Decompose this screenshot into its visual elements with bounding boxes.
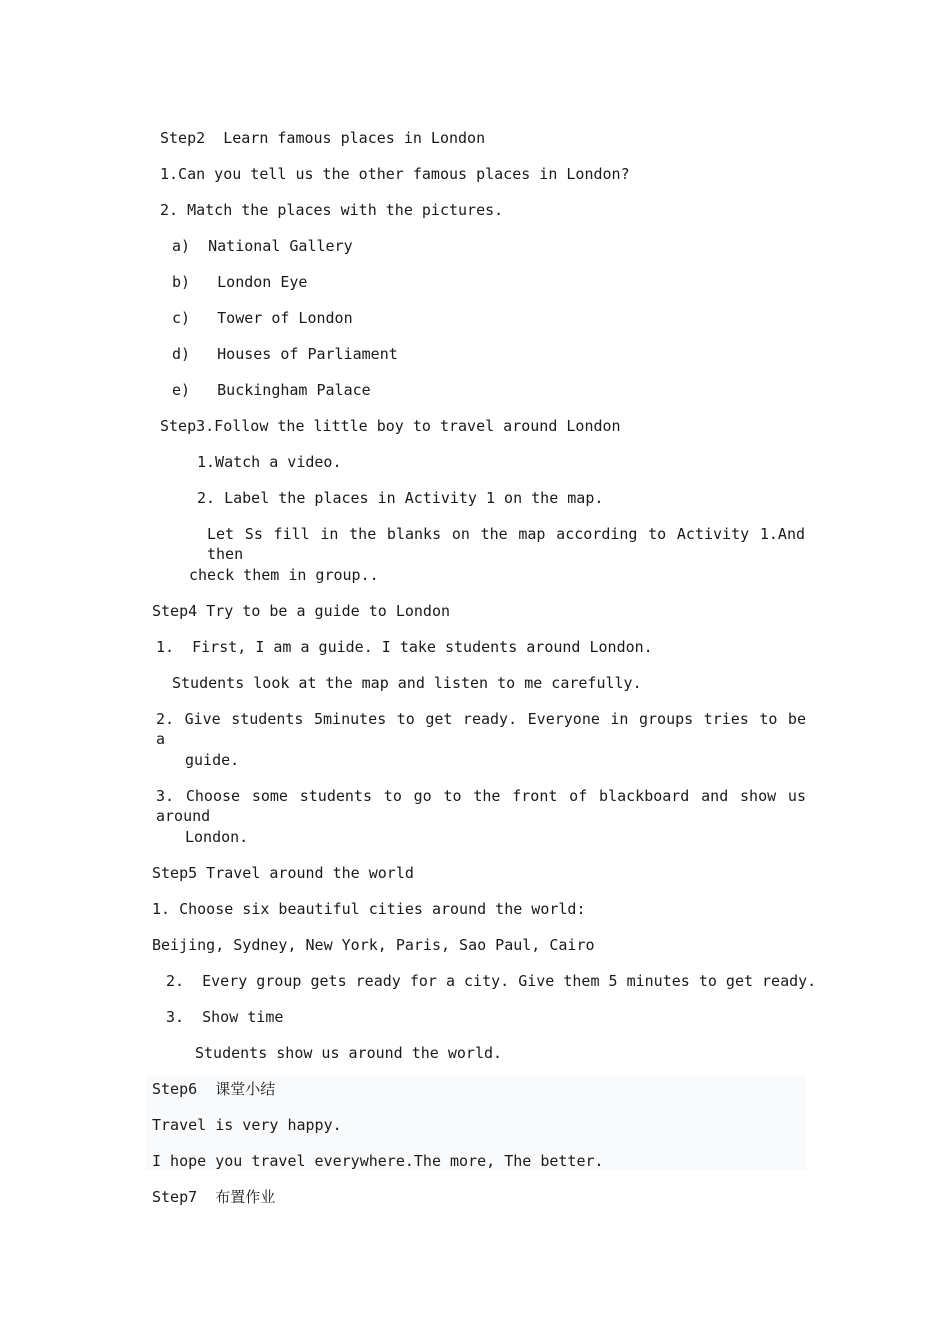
step3-item-1: 1.Watch a video. (197, 453, 342, 471)
step3-note-line2: check them in group.. (189, 566, 379, 584)
place-option-d: d) Houses of Parliament (172, 345, 398, 363)
summary-line-1: Travel is very happy. (152, 1116, 342, 1134)
step4-heading: Step4 Try to be a guide to London (152, 602, 451, 620)
step2-item-1: 1.Can you tell us the other famous places in London? (160, 165, 630, 183)
step3-item-2: 2. Label the places in Activity 1 on the map. (197, 489, 604, 507)
step4-item-1-note: Students look at the map and listen to me carefully. (172, 674, 642, 692)
step7-heading: Step7 布置作业 (152, 1188, 276, 1206)
place-option-b: b) London Eye (172, 273, 308, 291)
step6-heading: Step6 课堂小结 (152, 1080, 276, 1098)
step2-heading: Step2 Learn famous places in London (160, 129, 486, 147)
step5-item-2: 2. Every group gets ready for a city. Give them 5 minutes to get ready. (166, 972, 817, 990)
step4-item-3-line2: London. (185, 828, 249, 846)
step4-item-2-line2: guide. (185, 751, 240, 769)
step5-item-1: 1. Choose six beautiful cities around the world: (152, 900, 586, 918)
step4-item-1: 1. First, I am a guide. I take students around London. (156, 638, 653, 656)
city-list: Beijing, Sydney, New York, Paris, Sao Paul, Cairo (152, 936, 595, 954)
summary-line-2: I hope you travel everywhere.The more, The better. (152, 1152, 604, 1170)
place-option-e: e) Buckingham Palace (172, 381, 371, 399)
place-option-c: c) Tower of London (172, 309, 353, 327)
step3-note-line1: Let Ss fill in the blanks on the map according to Activity 1.And then (207, 525, 805, 563)
step4-item-2-line1: 2. Give students 5minutes to get ready. Everyone in groups tries to be a (156, 710, 806, 748)
step2-item-2: 2. Match the places with the pictures. (160, 201, 504, 219)
step4-item-3-line1: 3. Choose some students to go to the front of blackboard and show us around (156, 787, 806, 825)
step5-item-3: 3. Show time (166, 1008, 284, 1026)
step5-item-3-note: Students show us around the world. (195, 1044, 503, 1062)
step3-heading: Step3.Follow the little boy to travel around London (160, 417, 621, 435)
step5-heading: Step5 Travel around the world (152, 864, 414, 882)
place-option-a: a) National Gallery (172, 237, 353, 255)
